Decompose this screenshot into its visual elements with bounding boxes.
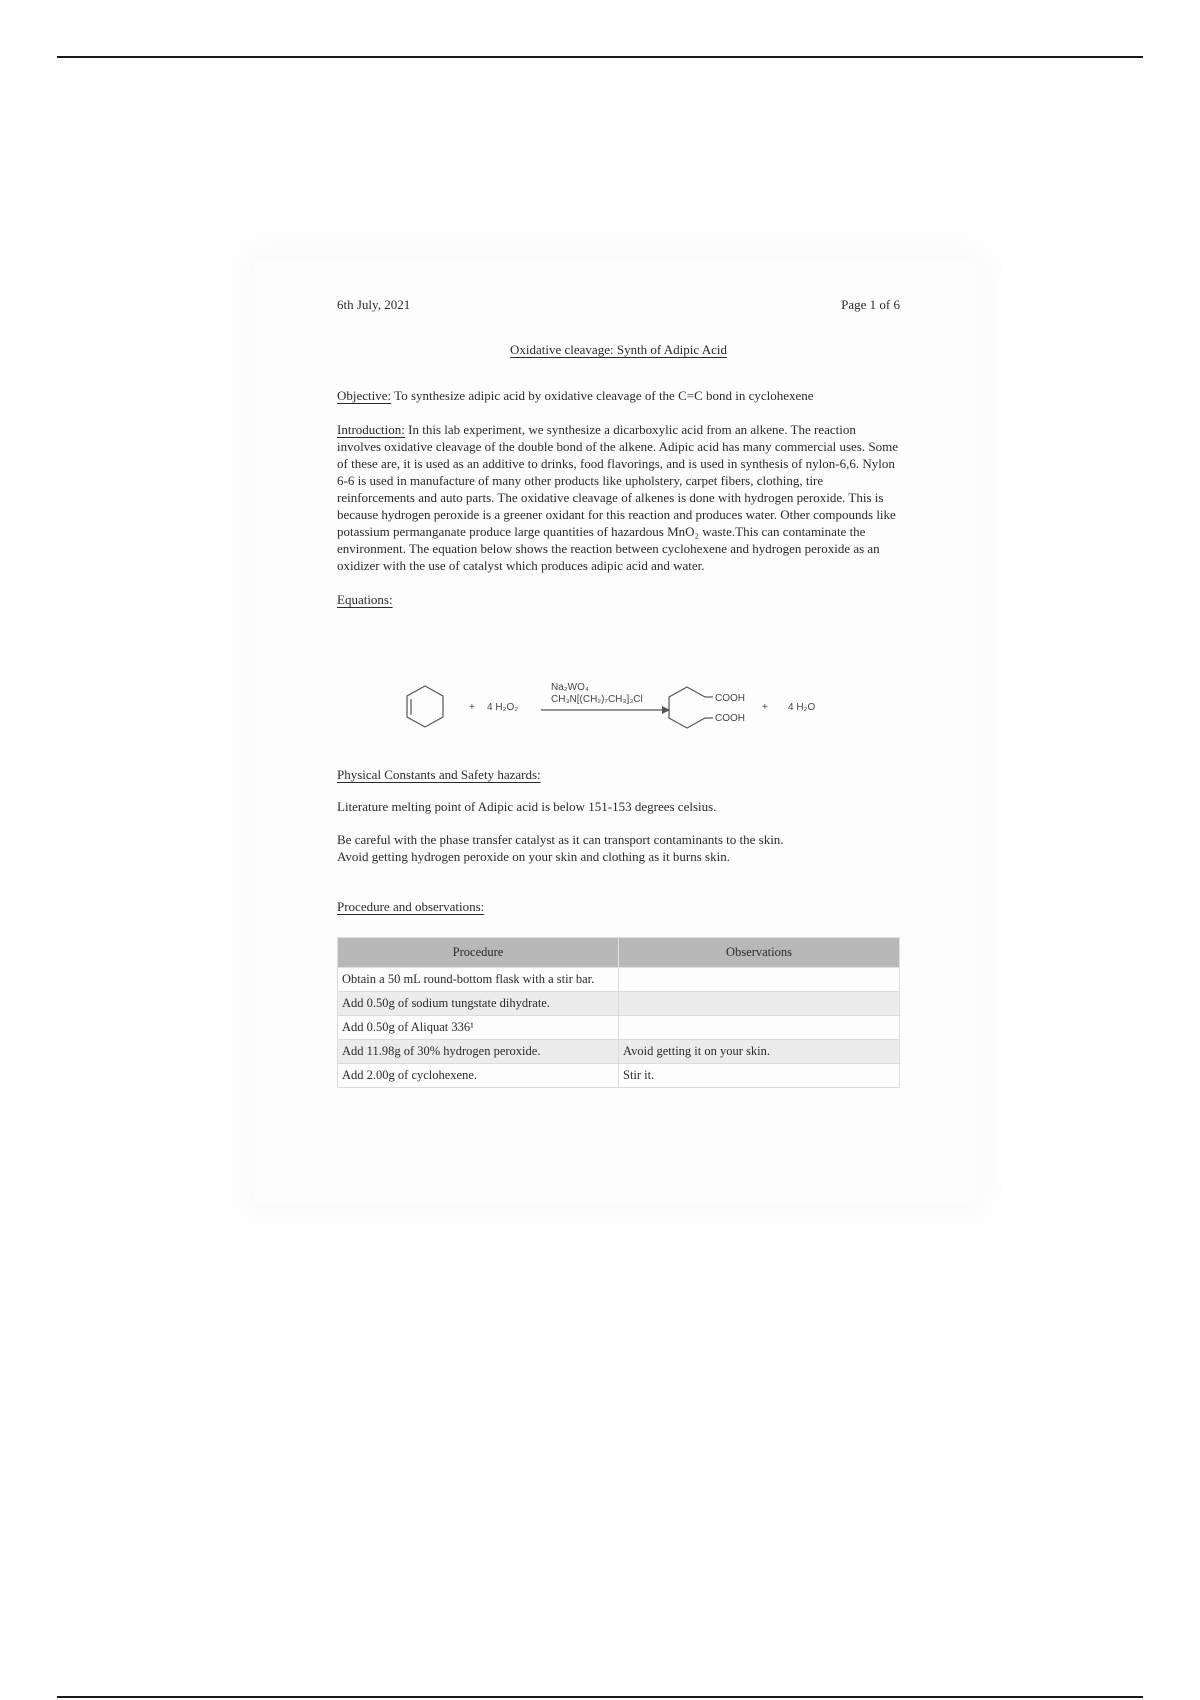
table-row (338, 1064, 900, 1088)
reaction-equation (337, 616, 900, 748)
reaction-arrow-icon (541, 706, 670, 714)
table-row (338, 1016, 900, 1040)
melting-point-text: Literature melting point of Adipic acid is below 151-153 degrees celsius. (337, 799, 717, 814)
procedure-table (337, 937, 900, 1088)
observation-cell (619, 968, 900, 992)
objective-label: Objective: (337, 388, 392, 403)
document-title-wrap (337, 341, 900, 358)
introduction-text: In this lab experiment, we synthesize a dicarboxylic acid from an alkene. The reaction involves oxidative cleavage of the double bond of the alkene. Adipic acid has many commercial uses. Some of these are, it is used as an additive to drinks, food flavorings, and is used in synthesis of nylon-6,6. Nylon 6-6 is used in manufacture of many other products like upholstery, carpet fibers, clothing, tire reinforcements and auto parts. The oxidative cleavage of alkenes is done with hydrogen peroxide. This is because hydrogen peroxide is a greener oxidant for this reaction and produces water. Other compounds like potassium permanganate produce large quantities of hazardous MnO₂ waste.This can contaminate the environment. The equation below shows the reaction between cyclohexene and hydrogen peroxide as an oxidizer with the use of catalyst which produces adipic acid and water. (337, 422, 898, 573)
document-title: Oxidative cleavage: Synth of Adipic Acid (510, 342, 727, 357)
report-date: 6th July, 2021 (337, 297, 411, 312)
table-header-row (338, 938, 900, 968)
safety-notes (337, 831, 900, 865)
catalyst-tungstate: Na₂WO₄ (551, 682, 589, 693)
observation-cell (619, 992, 900, 1016)
procedure-cell: Add 2.00g of cyclohexene. (338, 1064, 619, 1088)
document-content (337, 296, 900, 1088)
procedure-cell: Add 0.50g of sodium tungstate dihydrate. (338, 992, 619, 1016)
objective-paragraph (337, 387, 900, 404)
page-number: Page 1 of 6 (841, 297, 900, 312)
page-header (337, 296, 900, 313)
safety-note-catalyst: Be careful with the phase transfer catalyst as it can transport contaminants to the skin. (337, 832, 784, 847)
table-row (338, 992, 900, 1016)
observation-cell (619, 1016, 900, 1040)
observation-cell: Avoid getting it on your skin. (619, 1040, 900, 1064)
introduction-label: Introduction: (337, 422, 405, 437)
introduction-paragraph (337, 421, 900, 574)
carboxyl-group-bottom: COOH (715, 713, 745, 724)
plus-sign-2: + (762, 702, 768, 713)
water-product: 4 H₂O (788, 702, 816, 713)
table-row (338, 1040, 900, 1064)
document-page (255, 258, 975, 1203)
observation-cell: Stir it. (619, 1064, 900, 1088)
procedure-cell: Obtain a 50 mL round-bottom flask with a stir bar. (338, 968, 619, 992)
equations-heading: Equations: (337, 592, 393, 607)
equations-heading-wrap (337, 591, 900, 608)
table-row (338, 968, 900, 992)
plus-sign-1: + (469, 702, 475, 713)
safety-note-peroxide: Avoid getting hydrogen peroxide on your skin and clothing as it burns skin. (337, 849, 730, 864)
adipic-acid-structure (669, 687, 713, 728)
cyclohexene-structure (407, 686, 443, 727)
procedure-cell: Add 0.50g of Aliquat 336¹ (338, 1016, 619, 1040)
physical-heading-wrap (337, 766, 900, 783)
column-header-procedure: Procedure (338, 938, 619, 968)
top-rule (57, 56, 1143, 58)
reaction-scheme (337, 616, 900, 748)
hydrogen-peroxide-reagent: 4 H₂O₂ (487, 702, 519, 713)
column-header-observations: Observations (619, 938, 900, 968)
bottom-rule (57, 1696, 1143, 1698)
objective-text: To synthesize adipic acid by oxidative cleavage of the C=C bond in cyclohexene (391, 388, 814, 403)
procedure-heading-wrap (337, 898, 900, 915)
procedure-cell: Add 11.98g of 30% hydrogen peroxide. (338, 1040, 619, 1064)
carboxyl-group-top: COOH (715, 693, 745, 704)
catalyst-aliquat: CH₃N[(CH₂)₇CH₃]₃Cl (551, 694, 643, 705)
physical-heading: Physical Constants and Safety hazards: (337, 767, 541, 782)
procedure-heading: Procedure and observations: (337, 899, 485, 914)
